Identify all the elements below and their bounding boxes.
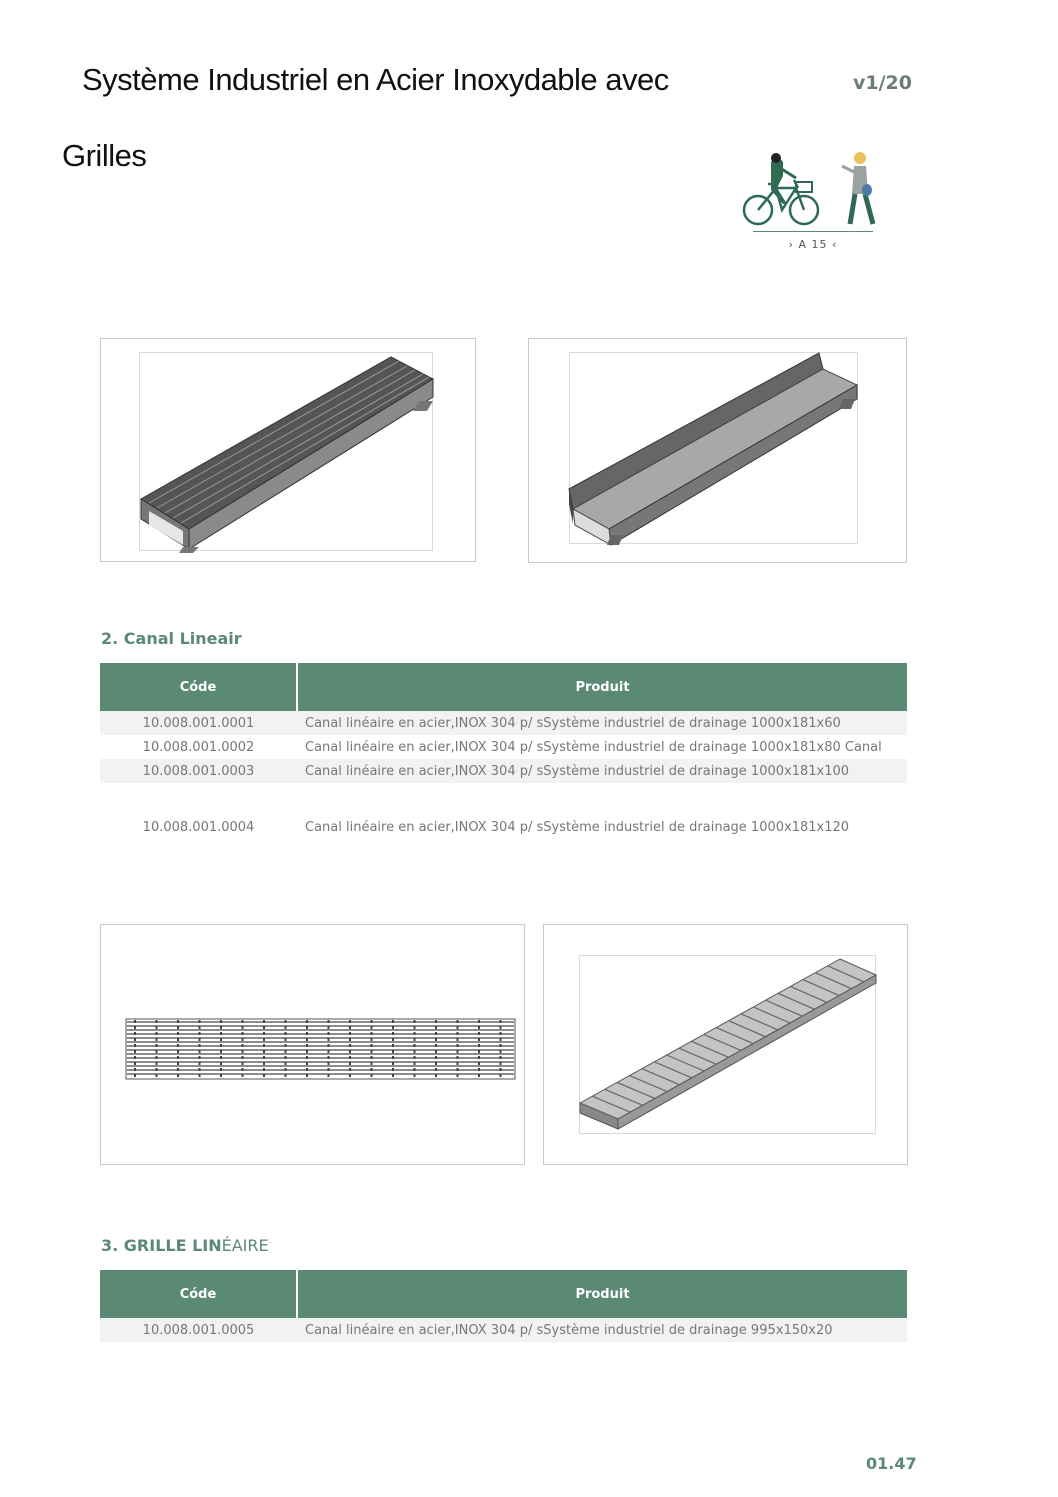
- section-heading-light: ÉAIRE: [221, 1236, 269, 1255]
- load-class-label: › A 15 ‹: [788, 238, 838, 251]
- canal-table: [100, 663, 907, 835]
- column-header-product: Produit: [297, 1270, 907, 1318]
- table-row: [100, 711, 907, 735]
- section-heading-grille: [101, 1236, 269, 1255]
- table-row: [100, 759, 907, 783]
- page-title: Système Industriel en Acier Inoxydable avec: [82, 62, 669, 97]
- page-number: 01.47: [866, 1454, 917, 1473]
- table-row: [100, 735, 907, 759]
- product-code: 10.008.001.0005: [100, 1318, 297, 1342]
- table-header-row: [100, 1270, 907, 1318]
- table-row: [100, 1318, 907, 1342]
- channel-with-grate-image: [100, 338, 476, 562]
- grate-top-drawing: [101, 925, 526, 1166]
- channel-grate-drawing: [101, 339, 477, 563]
- product-code: 10.008.001.0002: [142, 739, 255, 755]
- cyclist-icon: [744, 153, 818, 224]
- product-description: Canal linéaire en acier,INOX 304 p/ sSystème industriel de drainage 1000x181x60: [297, 711, 907, 735]
- product-description: Canal linéaire en acier,INOX 304 p/ sSystème industriel de drainage 995x150x20: [297, 1318, 907, 1342]
- table-row: [100, 783, 907, 835]
- product-code: 10.008.001.0001: [100, 711, 297, 735]
- product-description: Canal linéaire en acier,INOX 304 p/ sSystème industriel de drainage 1000x181x120: [305, 820, 850, 835]
- section-heading-bold: 3. GRILLE LIN: [101, 1236, 222, 1255]
- grate-perspective-image: [543, 924, 908, 1165]
- load-class-illustration: [738, 148, 888, 238]
- product-description: Canal linéaire en acier,INOX 304 p/ sSystème industriel de drainage 1000x181x100: [297, 759, 907, 783]
- pedestrian-icon: [842, 152, 873, 224]
- product-description: Canal linéaire en acier,INOX 304 p/ sSystème industriel de drainage 1000x181x80 Canal: [305, 739, 882, 755]
- product-code: 10.008.001.0004: [142, 820, 255, 835]
- channel-body-image: [528, 338, 907, 563]
- product-code: 10.008.001.0003: [100, 759, 297, 783]
- column-header-code: Códe: [100, 663, 297, 711]
- channel-body-drawing: [529, 339, 908, 564]
- column-header-product: Produit: [297, 663, 907, 711]
- table-header-row: [100, 663, 907, 711]
- version-label: v1/20: [853, 72, 912, 94]
- page-subtitle: Grilles: [62, 138, 147, 173]
- grate-top-view-image: [100, 924, 525, 1165]
- column-header-code: Códe: [100, 1270, 297, 1318]
- grate-perspective-drawing: [544, 925, 909, 1166]
- grille-table: [100, 1270, 907, 1342]
- load-class-divider: [753, 231, 873, 232]
- section-heading-canal: 2. Canal Lineair: [101, 629, 242, 648]
